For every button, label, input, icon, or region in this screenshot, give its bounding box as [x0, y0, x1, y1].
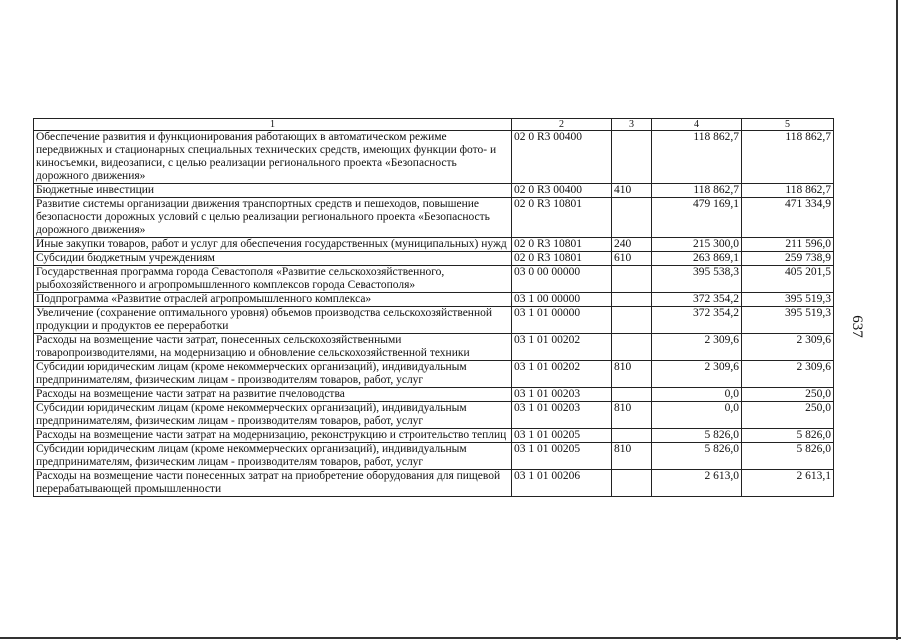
- expense-name-cell: Подпрограмма «Развитие отраслей агропромышленного комплекса»: [34, 293, 512, 307]
- expense-type-cell: [612, 266, 652, 293]
- amount-col-5-cell: 471 334,9: [742, 198, 834, 238]
- expense-name-cell: Расходы на возмещение части затрат, понесенных сельскохозяйственными товаропроизводителями, на модернизацию и обновление сельскохозяйственной техники: [34, 334, 512, 361]
- amount-col-5-cell: 5 826,0: [742, 443, 834, 470]
- expense-type-cell: 410: [612, 184, 652, 198]
- target-code-cell: 03 1 01 00205: [512, 429, 612, 443]
- target-code-cell: 02 0 R3 00400: [512, 131, 612, 184]
- expense-type-cell: 810: [612, 361, 652, 388]
- amount-col-5-cell: 250,0: [742, 388, 834, 402]
- expense-type-cell: [612, 307, 652, 334]
- amount-col-4-cell: 5 826,0: [652, 443, 742, 470]
- table-row: [34, 361, 834, 388]
- amount-col-4-cell: 118 862,7: [652, 131, 742, 184]
- expense-type-cell: [612, 429, 652, 443]
- amount-col-4-cell: 372 354,2: [652, 307, 742, 334]
- amount-col-5-cell: 118 862,7: [742, 184, 834, 198]
- expense-type-cell: [612, 470, 652, 497]
- amount-col-4-cell: 5 826,0: [652, 429, 742, 443]
- expense-name-cell: Расходы на возмещение части затрат на модернизацию, реконструкцию и строительство теплиц: [34, 429, 512, 443]
- target-code-cell: 02 0 R3 10801: [512, 238, 612, 252]
- amount-col-4-cell: 2 309,6: [652, 334, 742, 361]
- table-row: [34, 307, 834, 334]
- amount-col-5-cell: 395 519,3: [742, 307, 834, 334]
- amount-col-4-cell: 118 862,7: [652, 184, 742, 198]
- target-code-cell: 03 1 01 00203: [512, 388, 612, 402]
- budget-table: [33, 118, 834, 497]
- expense-name-cell: Субсидии юридическим лицам (кроме некоммерческих организаций), индивидуальным предпринимателям, физическим лицам - производителям товаров, работ, услуг: [34, 443, 512, 470]
- table-header-row: [34, 119, 834, 131]
- amount-col-4-cell: 0,0: [652, 388, 742, 402]
- table-row: [34, 252, 834, 266]
- target-code-cell: 03 1 01 00205: [512, 443, 612, 470]
- table-row: [34, 429, 834, 443]
- expense-type-cell: 610: [612, 252, 652, 266]
- amount-col-5-cell: 259 738,9: [742, 252, 834, 266]
- target-code-cell: 03 1 00 00000: [512, 293, 612, 307]
- table-row: [34, 293, 834, 307]
- amount-col-4-cell: 395 538,3: [652, 266, 742, 293]
- target-code-cell: 03 1 01 00202: [512, 334, 612, 361]
- page-border-bottom: [0, 637, 901, 639]
- expense-type-cell: 810: [612, 443, 652, 470]
- target-code-cell: 03 1 01 00000: [512, 307, 612, 334]
- expense-type-cell: [612, 334, 652, 361]
- expense-type-cell: [612, 198, 652, 238]
- header-col-2: 2: [512, 119, 612, 131]
- target-code-cell: 03 0 00 00000: [512, 266, 612, 293]
- header-col-4: 4: [652, 119, 742, 131]
- expense-name-cell: Субсидии юридическим лицам (кроме некоммерческих организаций), индивидуальным предпринимателям, физическим лицам - производителям товаров, работ, услуг: [34, 402, 512, 429]
- table-row: [34, 470, 834, 497]
- amount-col-5-cell: 2 309,6: [742, 361, 834, 388]
- expense-name-cell: Развитие системы организации движения транспортных средств и пешеходов, повышение безопасности дорожных условий с целью реализации регионального проекта «Безопасность дорожного движения»: [34, 198, 512, 238]
- table-row: [34, 443, 834, 470]
- expense-type-cell: 810: [612, 402, 652, 429]
- amount-col-5-cell: 395 519,3: [742, 293, 834, 307]
- table-row: [34, 402, 834, 429]
- expense-name-cell: Государственная программа города Севастополя «Развитие сельскохозяйственного, рыбохозяйственного и агропромышленного комплексов города Севастополя»: [34, 266, 512, 293]
- target-code-cell: 03 1 01 00206: [512, 470, 612, 497]
- expense-type-cell: [612, 131, 652, 184]
- table-row: [34, 388, 834, 402]
- amount-col-5-cell: 5 826,0: [742, 429, 834, 443]
- header-col-5: 5: [742, 119, 834, 131]
- expense-type-cell: [612, 388, 652, 402]
- expense-name-cell: Обеспечение развития и функционирования работающих в автоматическом режиме передвижных и стационарных специальных технических средств, имеющих функции фото- и киносъемки, видеозаписи, с целью реализации регионального проекта «Безопасность дорожного движения»: [34, 131, 512, 184]
- table-row: [34, 198, 834, 238]
- table-row: [34, 184, 834, 198]
- amount-col-5-cell: 2 613,1: [742, 470, 834, 497]
- expense-type-cell: 240: [612, 238, 652, 252]
- amount-col-4-cell: 0,0: [652, 402, 742, 429]
- expense-name-cell: Увеличение (сохранение оптимального уровня) объемов производства сельскохозяйственной продукции и продуктов ее переработки: [34, 307, 512, 334]
- expense-name-cell: Субсидии бюджетным учреждениям: [34, 252, 512, 266]
- target-code-cell: 03 1 01 00203: [512, 402, 612, 429]
- expense-type-cell: [612, 293, 652, 307]
- amount-col-5-cell: 118 862,7: [742, 131, 834, 184]
- target-code-cell: 02 0 R3 10801: [512, 198, 612, 238]
- amount-col-4-cell: 2 309,6: [652, 361, 742, 388]
- table-row: [34, 266, 834, 293]
- page-border-right: [896, 0, 898, 640]
- target-code-cell: 02 0 R3 10801: [512, 252, 612, 266]
- target-code-cell: 02 0 R3 00400: [512, 184, 612, 198]
- table-row: [34, 131, 834, 184]
- header-col-1: 1: [34, 119, 512, 131]
- expense-name-cell: Расходы на возмещение части понесенных затрат на приобретение оборудования для пищевой перерабатывающей промышленности: [34, 470, 512, 497]
- page-number: 637: [848, 315, 865, 338]
- expense-name-cell: Расходы на возмещение части затрат на развитие пчеловодства: [34, 388, 512, 402]
- amount-col-4-cell: 479 169,1: [652, 198, 742, 238]
- header-col-3: 3: [612, 119, 652, 131]
- table-row: [34, 238, 834, 252]
- amount-col-5-cell: 211 596,0: [742, 238, 834, 252]
- amount-col-4-cell: 215 300,0: [652, 238, 742, 252]
- target-code-cell: 03 1 01 00202: [512, 361, 612, 388]
- amount-col-4-cell: 2 613,0: [652, 470, 742, 497]
- amount-col-5-cell: 250,0: [742, 402, 834, 429]
- expense-name-cell: Иные закупки товаров, работ и услуг для обеспечения государственных (муниципальных) нужд: [34, 238, 512, 252]
- expense-name-cell: Субсидии юридическим лицам (кроме некоммерческих организаций), индивидуальным предпринимателям, физическим лицам - производителям товаров, работ, услуг: [34, 361, 512, 388]
- table-row: [34, 334, 834, 361]
- amount-col-5-cell: 405 201,5: [742, 266, 834, 293]
- amount-col-4-cell: 372 354,2: [652, 293, 742, 307]
- amount-col-5-cell: 2 309,6: [742, 334, 834, 361]
- amount-col-4-cell: 263 869,1: [652, 252, 742, 266]
- expense-name-cell: Бюджетные инвестиции: [34, 184, 512, 198]
